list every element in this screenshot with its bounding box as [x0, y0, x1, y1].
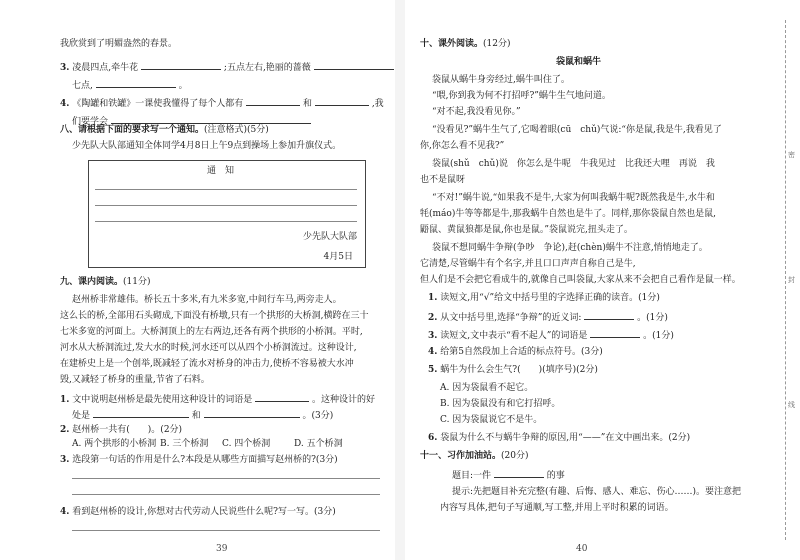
- story-line: 袋鼠(shǔ chǔ)说 你怎么是牛呢 牛我见过 比我还大哩 再说 我: [432, 159, 715, 169]
- writing-line[interactable]: [95, 189, 357, 190]
- writing-line[interactable]: [95, 205, 357, 206]
- notice-title: 通 知: [207, 166, 235, 176]
- question-4: 4. 给第5自然段加上合适的标点符号。(3分): [428, 347, 603, 357]
- story-line: “喂,你到我为何不打招呼?”蜗牛生气地问道。: [432, 91, 611, 101]
- answer-line[interactable]: [72, 478, 380, 479]
- story-line: 袋鼠从蜗牛身旁经过,蜗牛叫住了。: [432, 75, 570, 85]
- section-10-title: 十、课外阅读。(12分): [420, 39, 511, 49]
- seal-line: [785, 20, 786, 540]
- page-number: 40: [576, 544, 588, 554]
- story-line: 你,你怎么看不见我?”: [420, 141, 505, 151]
- option-c[interactable]: C. 四个桥洞: [222, 439, 271, 449]
- story-line: 鼯鼠、黄鼠狼都是鼠,你也是鼠。”袋鼠说完,扭头走了。: [420, 225, 633, 235]
- answer-blank[interactable]: [141, 60, 221, 70]
- answer-blank[interactable]: [96, 78, 176, 88]
- option-d[interactable]: D. 五个桥洞: [294, 439, 343, 449]
- story-line: 也不是鼠呀: [420, 175, 466, 185]
- answer-blank[interactable]: [590, 328, 640, 338]
- story-line: 牦(máo)牛等等都是牛,那我蜗牛自然也是牛了。同样,那你袋鼠自然也是鼠,: [420, 209, 716, 219]
- question-5: 5. 蜗牛为什么会生气?( )(填序号)(2分): [428, 365, 598, 375]
- question-3: 3. 读短文,文中表示“看不起人”的词语是 。(1分): [428, 328, 674, 343]
- story-title: 袋鼠和蜗牛: [556, 57, 602, 67]
- writing-line[interactable]: [95, 221, 357, 222]
- question-3-cont: 七点, 。: [72, 78, 188, 93]
- answer-blank[interactable]: [584, 310, 634, 320]
- margin-mark: 线: [788, 401, 795, 409]
- story-line: “不对!”蜗牛说,“如果我不是牛,大家为何叫我蜗牛呢?既然我是牛,水牛和: [432, 193, 715, 203]
- page-number: 39: [216, 544, 228, 554]
- answer-blank[interactable]: [111, 114, 311, 124]
- passage-line: 赵州桥非常雄伟。桥长五十多米,有九米多宽,中间行车马,两旁走人。: [72, 295, 342, 305]
- question-1-cont: 处是 和 。(3分): [72, 408, 333, 423]
- question-2: 2. 赵州桥一共有( )。(2分): [60, 425, 183, 435]
- section-9-title: 九、课内阅读。(11分): [60, 277, 151, 287]
- option-b[interactable]: B. 三个桥洞: [160, 439, 209, 449]
- option-b[interactable]: B. 因为袋鼠没有和它打招呼。: [440, 399, 561, 409]
- section-11-title: 十一、习作加油站。(20分): [420, 451, 529, 461]
- text-line: 我欣赏到了明媚盎然的春景。: [60, 39, 178, 49]
- answer-blank[interactable]: [246, 96, 300, 106]
- hint-line: 提示:先把题目补充完整(有趣、后悔、感人、难忘、伤心……)。要注意把: [452, 487, 742, 497]
- answer-line[interactable]: [72, 530, 380, 531]
- story-line: 它清楚,尽管蜗牛有个名字,并且口口声声自称自己是牛,: [420, 259, 636, 269]
- section-8-title: 八、请根据下面的要求写一个通知。(注意格式)(5分): [60, 125, 269, 135]
- right-page: [400, 0, 800, 560]
- notice-signature: 少先队大队部: [302, 232, 357, 242]
- question-3: 3. 凌晨四点,牵牛花 ;五点左右,艳丽的蔷薇: [60, 60, 400, 75]
- answer-blank[interactable]: [314, 60, 394, 70]
- question-4-cont: 们要学会: [72, 114, 311, 129]
- question-1: 1. 文中说明赵州桥是最先使用这种设计的词语是 。这种设计的好: [60, 392, 375, 407]
- notice-date: 4月5日: [323, 252, 353, 262]
- answer-blank[interactable]: [255, 392, 309, 402]
- question-1: 1. 读短文,用“√”给文中括号里的字选择正确的读音。(1分): [428, 293, 660, 303]
- option-c[interactable]: C. 因为袋鼠说它不是牛。: [440, 415, 543, 425]
- question-2: 2. 从文中括号里,选择“争辩”的近义词: 。(1分): [428, 310, 668, 325]
- story-line: 袋鼠不想同蜗牛争辩(争吵 争论),赶(chèn)蜗牛不注意,悄悄地走了。: [432, 243, 708, 253]
- answer-blank[interactable]: [315, 96, 369, 106]
- story-line: “对不起,我没看见你。”: [432, 107, 521, 117]
- margin-mark: 封: [788, 276, 795, 284]
- passage-line: 在建桥史上是一个创举,既减轻了流水对桥身的冲击力,使桥不容易被大水冲: [60, 359, 354, 369]
- hint-line: 内容写具体,把句子写通顺,写工整,并用上平时积累的词语。: [440, 503, 674, 513]
- answer-blank[interactable]: [93, 408, 189, 418]
- story-line: 但人们是不会把它看成牛的,就像自己叫袋鼠,大家从来不会把自己看作是鼠一样。: [420, 275, 741, 285]
- question-6: 6. 袋鼠为什么不与蜗牛争辩的原因,用“——”在文中画出来。(2分): [428, 433, 691, 443]
- question-3-reading: 3. 选段第一句话的作用是什么?本段是从哪些方面描写赵州桥的?(3分): [60, 455, 338, 465]
- passage-line: 七米多宽的河面上。大桥洞顶上的左右两边,还各有两个拱形的小桥洞。平时,: [60, 327, 363, 337]
- essay-title-line: 题目:一件 的事: [452, 468, 565, 483]
- passage-line: 毁,又减轻了桥身的重量,节省了石料。: [60, 375, 210, 385]
- passage-line: 这么长的桥,全部用石头砌成,下面没有桥墩,只有一个拱形的大桥洞,横跨在三十: [60, 311, 369, 321]
- notice-box: [88, 160, 366, 268]
- essay-title-blank[interactable]: [494, 468, 544, 478]
- passage-line: 河水从大桥洞流过,发大水的时候,河水还可以从四个小桥洞流过。这种设计,: [60, 343, 357, 353]
- option-a[interactable]: A. 两个拱形的小桥洞: [72, 439, 157, 449]
- story-line: “没看见?”蜗牛生气了,它喝着眼(cū chǔ)气说:“你是鼠,我是牛,我看见了: [432, 125, 722, 135]
- margin-mark: 密: [788, 151, 795, 159]
- answer-blank[interactable]: [204, 408, 300, 418]
- section-8-desc: 少先队大队部通知全体同学4月8日上午9点到操场上参加升旗仪式。: [72, 141, 342, 151]
- option-a[interactable]: A. 因为袋鼠看不起它。: [440, 383, 534, 393]
- question-4-reading: 4. 看到赵州桥的设计,你想对古代劳动人民说些什么呢?写一写。(3分): [60, 507, 336, 517]
- question-4: 4. 《陶罐和铁罐》一课使我懂得了每个人都有 和 ,我: [60, 96, 384, 111]
- answer-line[interactable]: [72, 494, 380, 495]
